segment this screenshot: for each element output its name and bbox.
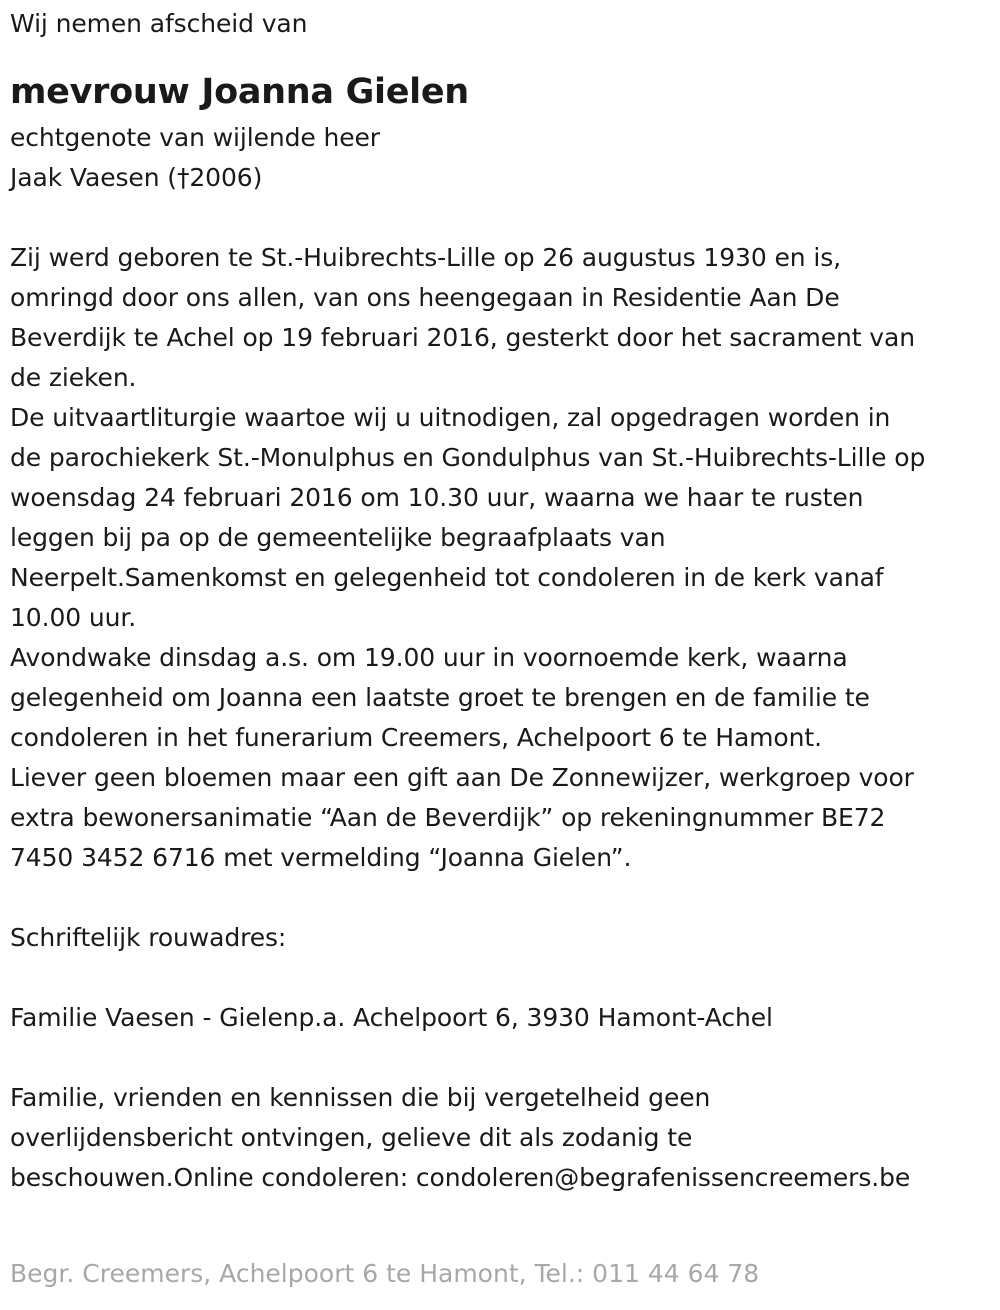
body-line: woensdag 24 februari 2016 om 10.30 uur, waarna we haar te rusten [10,483,864,512]
intro-text: Wij nemen afscheid van [10,9,308,38]
body-line: leggen bij pa op de gemeentelijke begraafplaats van [10,523,666,552]
spouse-line-2 [10,158,995,198]
death-notice [10,4,995,1198]
spacer [10,198,995,238]
body-line: Avondwake dinsdag a.s. om 19.00 uur in voornoemde kerk, waarna [10,643,848,672]
notice-body [10,238,995,878]
body-line: 10.00 uur. [10,603,137,632]
closing-line: overlijdensbericht ontvingen, gelieve dit als zodanig te [10,1123,693,1152]
body-line: extra bewonersanimatie “Aan de Beverdijk” op rekeningnummer BE72 [10,803,886,832]
body-line: Zij werd geboren te St.-Huibrechts-Lille op 26 augustus 1930 en is, [10,243,841,272]
closing-line: beschouwen.Online condoleren: condoleren@begrafenissencreemers.be [10,1163,911,1192]
body-line: de zieken. [10,363,137,392]
spacer [10,958,995,998]
spouse-name: Jaak Vaesen ( [10,163,177,192]
body-line: 7450 3452 6716 met vermelding “Joanna Gielen”. [10,843,632,872]
body-line: de parochiekerk St.-Monulphus en Gondulphus van St.-Huibrechts-Lille op [10,443,926,472]
mourning-address: Familie Vaesen - Gielenp.a. Achelpoort 6, 3930 Hamont-Achel [10,1003,773,1032]
spouse-line-1: echtgenote van wijlende heer [10,123,380,152]
spacer [10,878,995,918]
closing-line: Familie, vrienden en kennissen die bij vergetelheid geen [10,1083,711,1112]
body-line: condoleren in het funerarium Creemers, Achelpoort 6 te Hamont. [10,723,822,752]
funeral-home-footer: Begr. Creemers, Achelpoort 6 te Hamont, Tel.: 011 44 64 78 [10,1259,760,1288]
body-line: Beverdijk te Achel op 19 februari 2016, gesterkt door het sacrament van [10,323,915,352]
spouse-death-year: 2006) [189,163,263,192]
body-line: omringd door ons allen, van ons heengegaan in Residentie Aan De [10,283,840,312]
cross-icon: † [176,163,190,192]
body-line: De uitvaartliturgie waartoe wij u uitnodigen, zal opgedragen worden in [10,403,891,432]
closing-text [10,1078,995,1198]
deceased-name: mevrouw Joanna Gielen [10,72,469,112]
body-line: Neerpelt.Samenkomst en gelegenheid tot condoleren in de kerk vanaf [10,563,884,592]
body-line: gelegenheid om Joanna een laatste groet te brengen en de familie te [10,683,870,712]
address-label: Schriftelijk rouwadres: [10,923,287,952]
spacer [10,1038,995,1078]
body-line: Liever geen bloemen maar een gift aan De Zonnewijzer, werkgroep voor [10,763,914,792]
